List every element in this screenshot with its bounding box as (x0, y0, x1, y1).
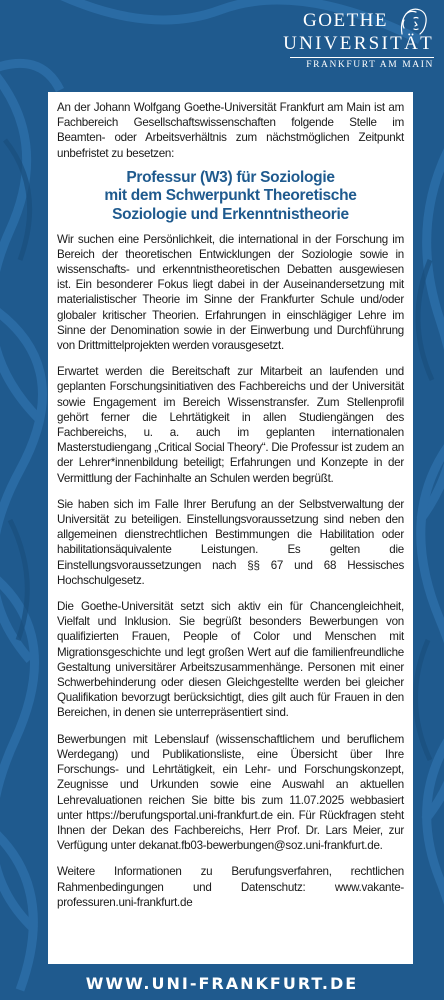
position-title-line-2: mit dem Schwerpunkt Theoretische (104, 187, 357, 205)
further-info-paragraph: Weitere Informationen zu Berufungsverfahren, rechtlichen Rahmenbedingungen und Datenschutz: www.vakante-professuren.uni-frankfurt.de (57, 865, 404, 909)
application-paragraph: Bewerbungen mit Lebenslauf (wissenschaftlichem und beruflichem Werdegang) und Publikationsliste, eine Übersicht über Ihre Forschungs- und Lehrtätigkeit, ein Lehr- und Forschungskonzept, Zeugnisse und Urkunden sowie eine Auswahl an aktuellen Lehrevaluationen reichen Sie bitte bis zum 11.07.2025 webbasiert unter https://berufungsportal.uni-frankfurt.de ein. Für Rückfragen steht Ihnen der Dekan des Fachbereichs, Herr Prof. Dr. Lars Meier, zur Verfügung unter dekanat.fb03-bewerbungen@soz.uni-frankfurt.de. (57, 732, 404, 853)
position-title (57, 169, 404, 225)
requirements-paragraph: Sie haben sich im Falle Ihrer Berufung an der Selbstverwaltung der Universität zu beteiligen. Einstellungsvoraussetzung sind neben den allgemeinen dienstrechtlichen Bestimmungen die Habilitation oder habilitationsäquivalente Leistungen. Es gelten die Einstellungsvoraussetzungen nach §§ 67 und 68 Hessisches Hochschulgesetz. (57, 497, 404, 587)
goethe-portrait-icon (392, 4, 434, 36)
position-title-line-1: Professur (W3) für Soziologie (126, 168, 335, 186)
university-logo (276, 4, 436, 82)
logo-line-goethe: GOETHE (303, 10, 388, 31)
logo-line-universitaet: UNIVERSITÄT (283, 33, 434, 54)
diversity-paragraph: Die Goethe-Universität setzt sich aktiv ein für Chancengleichheit, Vielfalt und Inklusion. Sie begrüßt besonders Bewerbungen von qualifizierten Frauen, People of Color und Menschen mit Migrationsgeschichte und legt großen Wert auf die familienfreundliche Gestaltung universitärer Arbeitszusammenhänge. Personen mit einer Schwerbehinderung oder diesen Gleichgestellte werden bei gleicher Qualifikation bevorzugt berücksichtigt, dies gilt auch für Frauen in den Bereichen, in denen sie unterrepräsentiert sind. (57, 600, 404, 720)
logo-line-frankfurt: FRANKFURT AM MAIN (306, 60, 434, 70)
footer-website: WWW.UNI-FRANKFURT.DE (85, 974, 359, 993)
expectations-paragraph: Erwartet werden die Bereitschaft zur Mitarbeit an laufenden und geplanten Forschungsinitiativen des Fachbereichs und der Universität sowie Engagement im Bereich Wissenstransfer. Zum Stellenprofil gehört ferner die Lehrtätigkeit in allen Studiengängen des Fachbereichs, u. a. auch im geplanten internationalen Masterstudiengang „Critical Social Theory“. Die Professur ist zudem an der Lehrer*innenbildung beteiligt; Erfahrungen und Konzepte in der Vermittlung der Fachinhalte an Schulen werden begrüßt. (57, 365, 404, 485)
advertisement-card (48, 92, 413, 964)
position-title-line-3: Soziologie und Erkenntnistheorie (112, 206, 349, 223)
intro-paragraph: An der Johann Wolfgang Goethe-Universität Frankfurt am Main ist am Fachbereich Gesellschaftswissenschaften folgende Stelle im Beamten- oder Arbeitsverhältnis zum nächstmöglichen Zeitpunkt unbefristet zu besetzen: (57, 101, 404, 160)
profile-paragraph: Wir suchen eine Persönlichkeit, die international in der Forschung im Bereich der theoretischen Entwicklungen der Soziologie sowie in wissenschafts- und erkenntnistheoretischen Debatten ausgewiesen ist. Ein besonderer Fokus liegt dabei in der Auseinandersetzung mit materialistischer Theorie im Sinne der Frankfurter Schule und/oder globaler kritischer Theorien. Erfahrungen in einschlägiger Lehre im Sinne der Denomination sowie in der Einwerbung und Durchführung von Drittmittelprojekten werden vorausgesetzt. (57, 232, 404, 353)
logo-divider (290, 57, 434, 58)
